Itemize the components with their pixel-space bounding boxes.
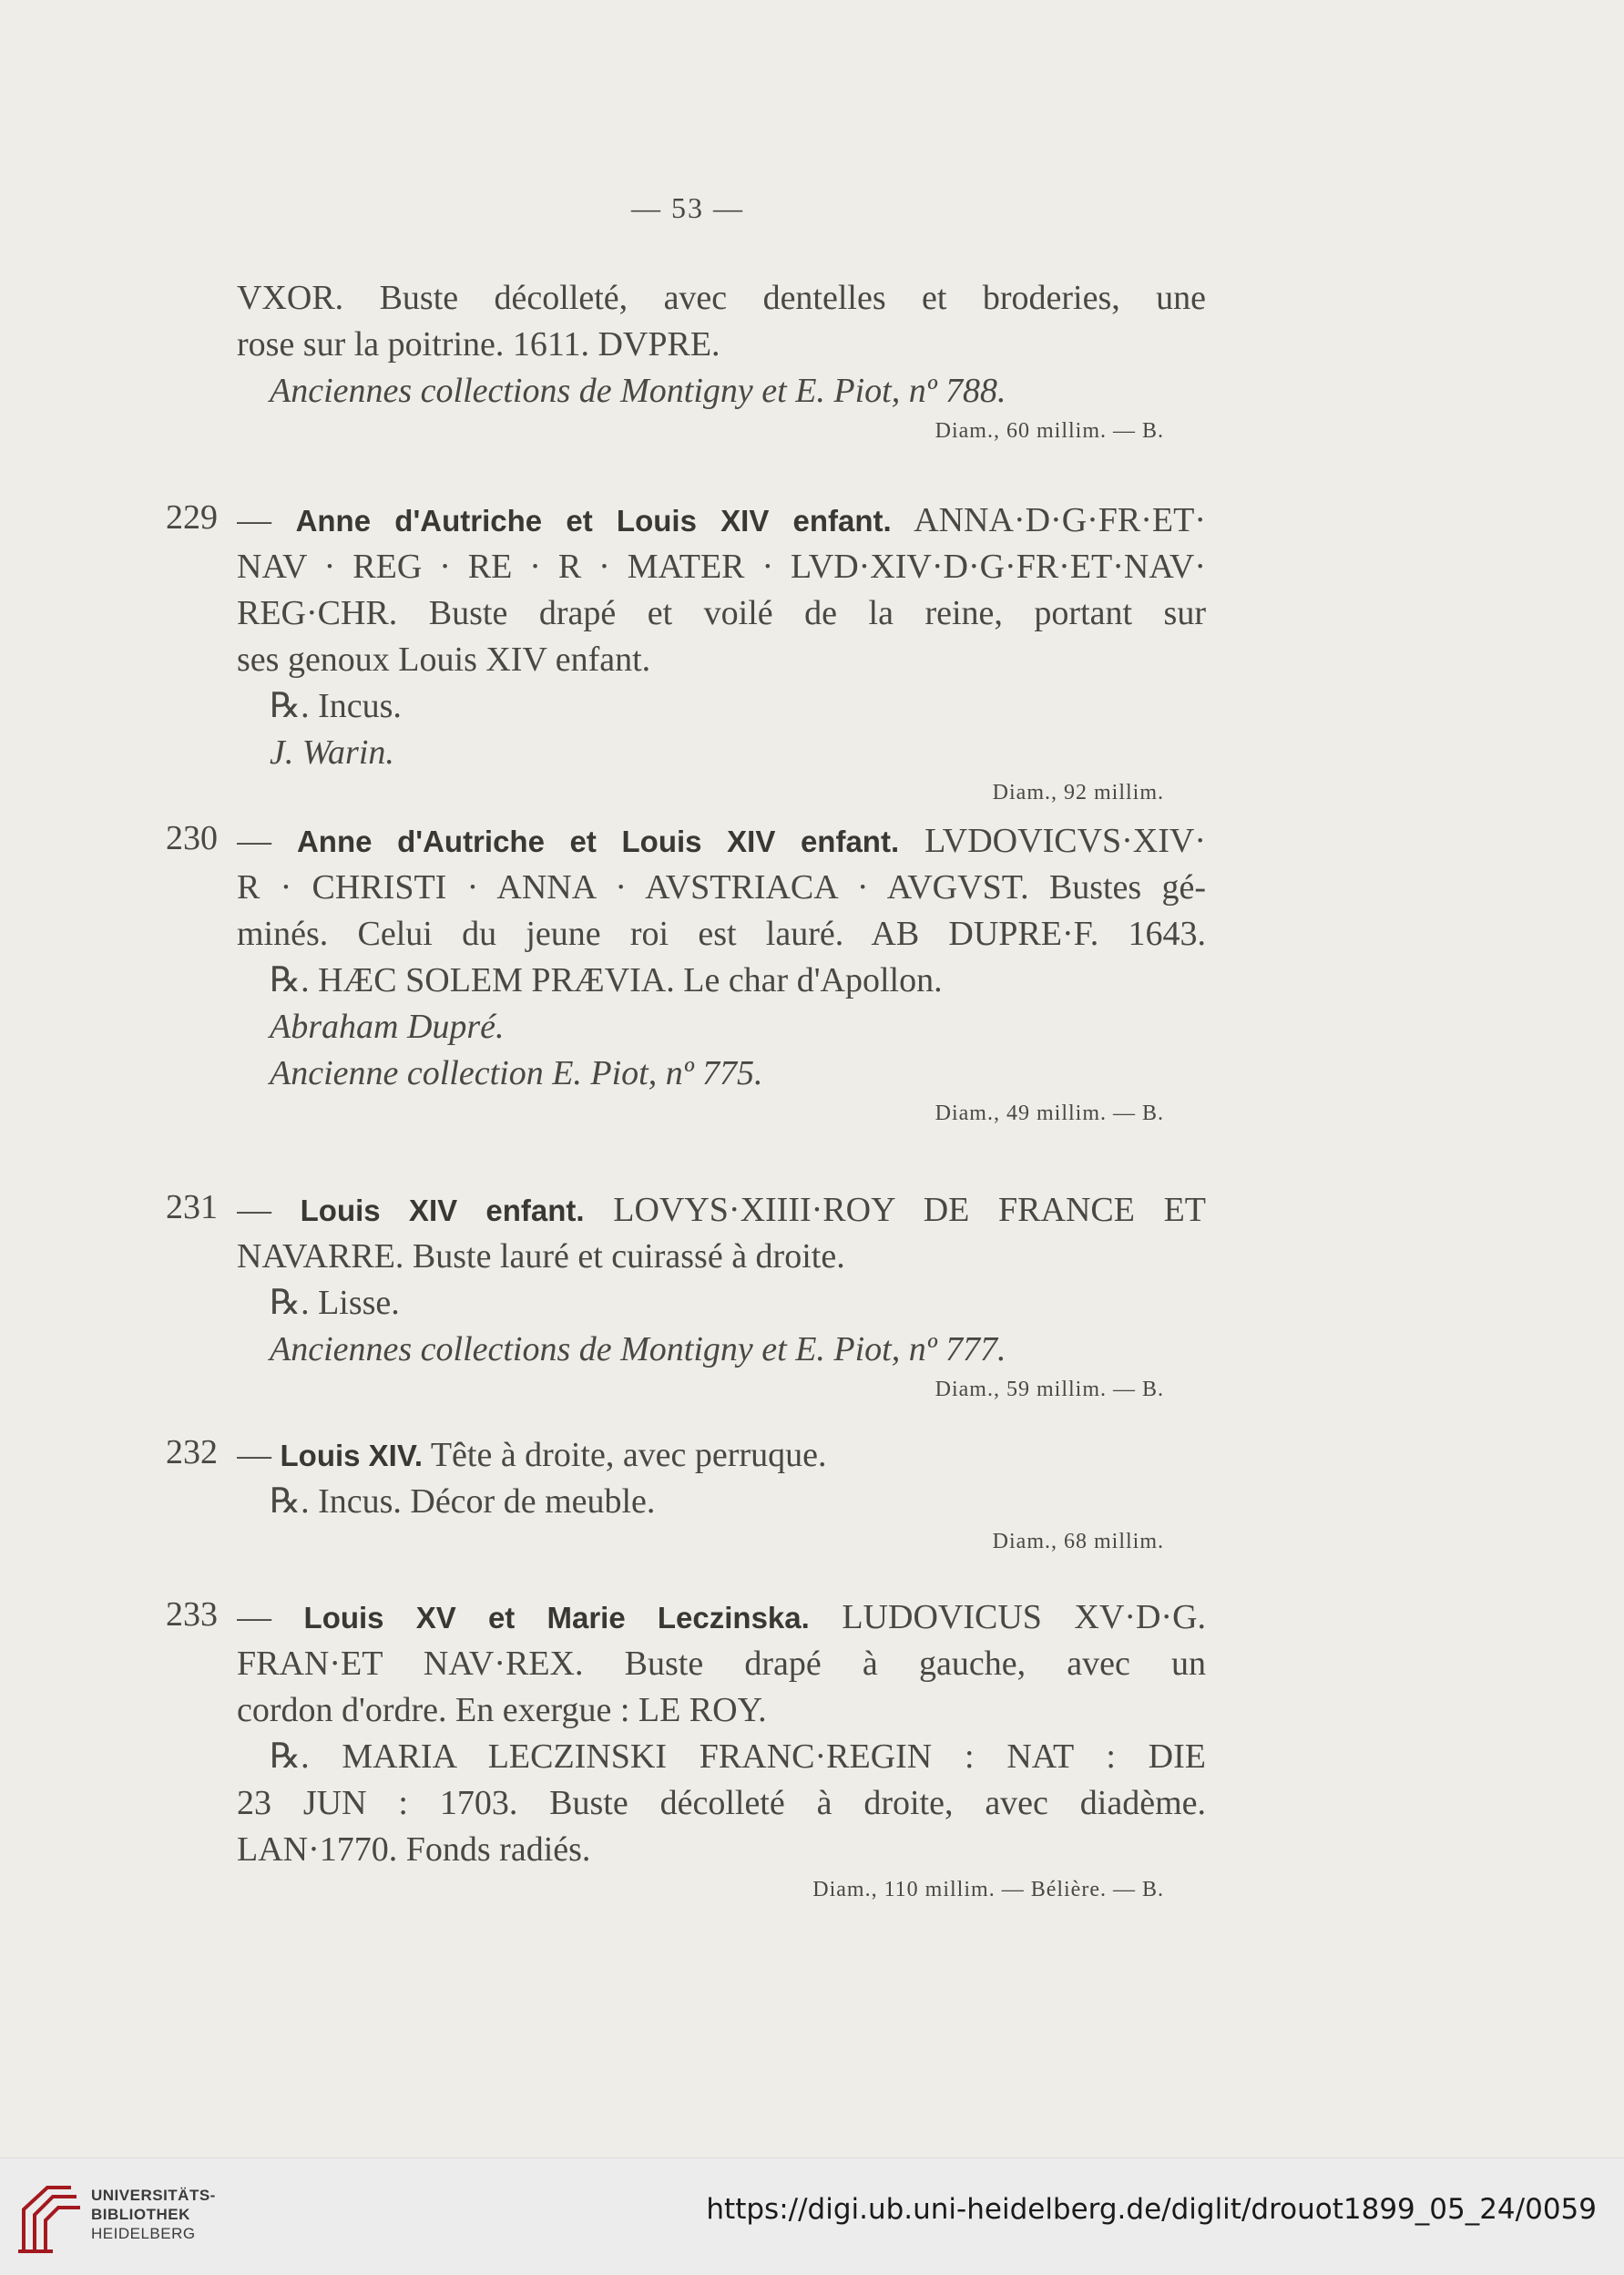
entry-title: Anne d'Autriche et Louis XIV enfant. [296, 825, 900, 858]
entry-reverse-line: LAN·1770. Fonds radiés. [237, 1830, 591, 1869]
entry-number: 229 [166, 498, 218, 537]
entry-231 [166, 1187, 1206, 1406]
library-name-line-1: UNIVERSITÄTS- [91, 2187, 216, 2204]
library-name-line-2: BIBLIOTHEK [91, 2206, 190, 2223]
intro-provenance: Anciennes collections de Montigny et E. Piot, nº 788. [270, 372, 1006, 410]
entry-line: FRAN·ET NAV·REX. Buste drapé à gauche, avec un [237, 1645, 1206, 1683]
entry-title: Louis XIV. [280, 1439, 423, 1472]
entry-engraver: J. Warin. [270, 733, 394, 772]
intro-line-1: VXOR. Buste décolleté, avec dentelles et broderies, une [237, 279, 1206, 317]
library-name-line-3: HEIDELBERG [91, 2225, 196, 2242]
entry-reverse-line: 23 JUN : 1703. Buste décolleté à droite, avec diadème. [237, 1784, 1206, 1822]
entry-provenance: Ancienne collection E. Piot, nº 775. [270, 1054, 763, 1092]
entry-diam: Diam., 59 millim. — B. [935, 1378, 1164, 1401]
viewer-footer [0, 2157, 1624, 2275]
entry-number: 232 [166, 1433, 218, 1471]
entry-reverse: ℞. Incus. [270, 687, 402, 725]
entry-engraver: Abraham Dupré. [270, 1008, 505, 1046]
entry-number: 231 [166, 1188, 218, 1226]
entry-dash: — [237, 1191, 271, 1229]
entry-line: NAV · REG · RE · R · MATER · LVD·XIV·D·G·FR·ET·NAV· [237, 548, 1206, 586]
entry-line: cordon d'ordre. En exergue : LE ROY. [237, 1691, 767, 1729]
library-name [91, 2186, 216, 2243]
page-number: — 53 — [631, 191, 744, 224]
entry-title: Louis XIV enfant. [300, 1194, 585, 1227]
entry-line: NAVARRE. Buste lauré et cuirassé à droite. [237, 1237, 845, 1276]
entry-line: R · CHRISTI · ANNA · AVSTRIACA · AVGVST. Bustes gé- [237, 868, 1206, 907]
entry-line: minés. Celui du jeune roi est lauré. AB DUPRE·F. 1643. [237, 915, 1206, 953]
entry-number: 233 [166, 1595, 218, 1634]
entry-reverse: ℞. HÆC SOLEM PRÆVIA. Le char d'Apollon. [270, 961, 943, 999]
entry-first-rest: ANNA·D·G·FR·ET· [891, 501, 1206, 539]
entry-number: 230 [166, 819, 218, 857]
entry-title: Anne d'Autriche et Louis XIV enfant. [295, 504, 892, 538]
entry-233 [166, 1594, 1206, 1906]
entry-diam: Diam., 110 millim. — Bélière. — B. [812, 1878, 1164, 1901]
entry-title: Louis XV et Marie Leczinska. [303, 1601, 810, 1635]
entry-first-rest: LVDOVICVS·XIV· [899, 822, 1206, 860]
entry-reverse: ℞. MARIA LECZINSKI FRANC·REGIN : NAT : DIE [270, 1737, 1206, 1776]
entry-230 [166, 818, 1206, 1130]
intro-block [237, 275, 1206, 447]
permalink-url[interactable]: https://digi.ub.uni-heidelberg.de/diglit/drouot1899_05_24/0059 [706, 2193, 1597, 2226]
entry-dash: — [237, 822, 271, 860]
entry-232 [166, 1432, 1206, 1558]
entry-diam: Diam., 68 millim. [992, 1530, 1164, 1553]
intro-line-2: rose sur la poitrine. 1611. DVPRE. [237, 325, 720, 364]
entry-diam: Diam., 49 millim. — B. [935, 1102, 1164, 1125]
entry-diam: Diam., 92 millim. [992, 781, 1164, 804]
entry-line: ses genoux Louis XIV enfant. [237, 640, 651, 679]
entry-reverse: ℞. Incus. Décor de meuble. [270, 1482, 656, 1521]
entry-229 [166, 497, 1206, 809]
entry-dash: — [237, 501, 271, 539]
entry-first-rest: Tête à droite, avec perruque. [423, 1436, 827, 1474]
entry-first-rest: LOVYS·XIIII·ROY DE FRANCE ET [584, 1191, 1206, 1229]
entry-line: REG·CHR. Buste drapé et voilé de la reine, portant sur [237, 594, 1206, 632]
entry-provenance: Anciennes collections de Montigny et E. Piot, nº 777. [270, 1330, 1006, 1368]
university-library-logo-icon [16, 2178, 86, 2257]
entry-reverse: ℞. Lisse. [270, 1284, 400, 1322]
entry-dash: — [237, 1598, 271, 1636]
entry-first-rest: LUDOVICUS XV·D·G. [809, 1598, 1206, 1636]
entry-dash: — [237, 1436, 271, 1474]
intro-diam: Diam., 60 millim. — B. [935, 419, 1164, 443]
